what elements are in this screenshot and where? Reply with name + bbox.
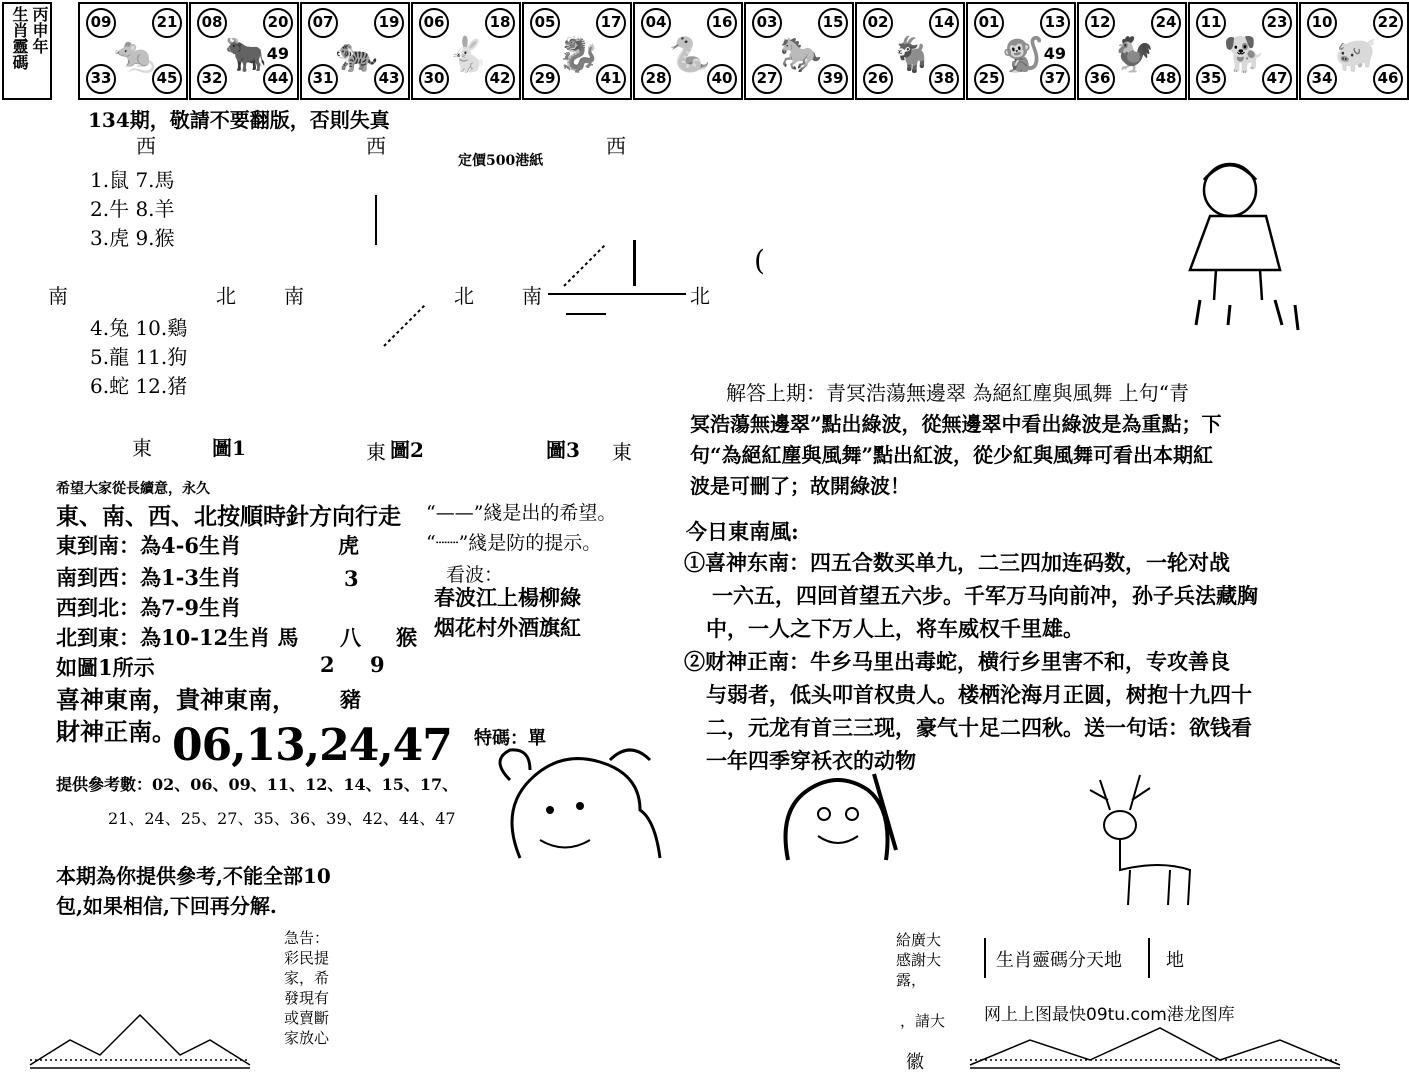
zodiac-number: 18 (485, 8, 515, 38)
dragon-icon: 🐉 (557, 35, 601, 75)
fig1-ref-extra2: 9 (370, 652, 385, 677)
zodiac-cell (744, 2, 854, 100)
south-west-text: 南到西：為1-3生肖 (56, 565, 241, 590)
zodiac-cell (300, 2, 410, 100)
zodiac-number: 13 (1040, 8, 1070, 38)
zodiac-cell (1188, 2, 1298, 100)
god-text: 喜神東南，貴神東南， (56, 685, 296, 714)
zodiac-number: 08 (197, 8, 227, 38)
fig1-south: 南 (48, 284, 68, 308)
monkey-icon: 🐒 (1001, 35, 1045, 75)
list-item: 6.蛇 12.猪 (90, 374, 188, 398)
zodiac-number: 05 (530, 8, 560, 38)
zodiac-number: 33 (86, 64, 116, 94)
special-code: 特碼：單 (474, 728, 546, 749)
zodiac-number: 44 (263, 64, 293, 94)
pig-icon: 🐖 (1334, 35, 1378, 75)
fig2-south: 南 (284, 284, 304, 308)
notice-line: 露， (896, 971, 927, 989)
header-line: 134期，敬請不要翻版，否則失真 (88, 108, 390, 132)
zodiac-number: 39 (818, 64, 848, 94)
zodiac-number: 45 (152, 64, 182, 94)
zodiac-cell (1077, 2, 1187, 100)
zodiac-number: 09 (86, 8, 116, 38)
answer-line: 句“為絕紅塵與風舞”點出紅波，從少紅與風舞可看出本期紅 (690, 443, 1214, 467)
price-label: 定價500港紙 (458, 153, 544, 169)
fig2-label: 圖2 (390, 438, 424, 462)
dog-icon: 🐕 (1223, 35, 1267, 75)
today-line: 一年四季穿袄衣的动物 (706, 748, 916, 773)
zodiac-number: 04 (641, 8, 671, 38)
fig2-west: 西 (366, 134, 386, 158)
rooster-icon: 🐓 (1112, 35, 1156, 75)
fig2-north: 北 (454, 284, 474, 308)
legend-guard: “┈┈”綫是防的提示。 (426, 532, 602, 554)
notice-line: 家放心 (284, 1029, 330, 1047)
zodiac-number: 28 (641, 64, 671, 94)
answer-line: 冥浩蕩無邊翠”點出綠波，從無邊翠中看出綠波是為重點；下 (690, 412, 1222, 436)
list-item: 2.牛 8.羊 (90, 197, 175, 221)
fig2-east: 東 (366, 440, 386, 464)
zodiac-cell (1299, 2, 1409, 100)
wave-line2: 烟花村外酒旗紅 (434, 615, 581, 640)
fig2-vline (375, 195, 377, 245)
zodiac-number: 36 (1085, 64, 1115, 94)
goat-icon: 🐐 (890, 35, 934, 75)
today-title: 今日東南風: (686, 519, 799, 544)
today-block (684, 546, 1258, 777)
right-notice-4: ，請大 (900, 1012, 946, 1030)
notice-line: 發現有 (284, 989, 330, 1007)
answer-line: 解答上期：青冥浩蕩無邊翠 為絕紅塵與風舞 上句“青 (726, 381, 1189, 405)
list-item: 3.虎 9.猴 (90, 226, 175, 250)
west-north-text: 西到北：為7-9生肖 (56, 595, 241, 620)
list-item: 1.鼠 7.馬 (90, 168, 175, 192)
fig1-list-bottom (90, 314, 187, 401)
north-east-extra1: 八 (340, 625, 361, 650)
zodiac-number: 12 (1085, 8, 1115, 38)
notice-line: 給廣大 (896, 931, 942, 949)
today-line: 二，元龙有首三三现，豪气十足二四秋。送一句话：欲钱看 (706, 715, 1252, 740)
zodiac-number: 27 (752, 64, 782, 94)
zodiac-extra-number: 49 (266, 44, 289, 63)
zodiac-cell (522, 2, 632, 100)
zodiac-number: 25 (974, 64, 1004, 94)
side-label-col2: 丙申年 (30, 6, 49, 54)
answer-block (690, 378, 1222, 502)
list-item: 5.龍 11.狗 (90, 345, 188, 369)
wealth-text: 財神正南。 (56, 717, 176, 746)
notice-line: 家，希 (284, 969, 330, 987)
fig1-west: 西 (136, 134, 156, 158)
notice-line: 或賣斷 (284, 1009, 330, 1027)
zodiac-number: 07 (308, 8, 338, 38)
zigzag-decoration-right (970, 1020, 1350, 1070)
fig1-ref-extra1: 2 (320, 652, 335, 677)
notice-line: 感謝大 (896, 951, 942, 969)
zodiac-number: 17 (596, 8, 626, 38)
zodiac-number: 11 (1196, 8, 1226, 38)
fig3-west: 西 (606, 134, 626, 158)
direction-text: 東、南、西、北按順時針方向行走 (56, 503, 401, 530)
deer-illustration (1070, 770, 1220, 910)
bracket-mark: ( (754, 244, 765, 277)
side-label (2, 2, 52, 100)
today-line: 中，一人之下万人上，将车威权千里雄。 (706, 616, 1084, 641)
fig3-dashed-diagonal (560, 240, 610, 290)
right-notice (896, 930, 941, 990)
fig1-north: 北 (216, 284, 236, 308)
zodiac-number: 24 (1151, 8, 1181, 38)
ref-numbers-line1: 提供參考數：02、06、09、11、12、14、15、17、 (56, 775, 459, 794)
zodiac-number: 01 (974, 8, 1004, 38)
today-line: 与弱者，低头叩首权贵人。楼栖沦海月正圆，树抱十九四十 (706, 682, 1252, 707)
hope-text: 希望大家從長續意，永久 (56, 481, 210, 497)
east-south-extra: 虎 (338, 533, 359, 558)
box-border-left (984, 938, 986, 978)
monkey-king-illustration (778, 770, 898, 862)
featured-numbers: 06,13,24,47 (172, 720, 452, 771)
zodiac-number: 43 (374, 64, 404, 94)
fig3-label: 圖3 (546, 438, 580, 462)
zodiac-number: 21 (152, 8, 182, 38)
zodiac-number: 37 (1040, 64, 1070, 94)
tiger-icon: 🐅 (335, 35, 379, 75)
notice-line: 彩民提 (284, 949, 330, 967)
ox-icon: 🐂 (224, 35, 268, 75)
legend-hope: “——”綫是出的希望。 (426, 502, 617, 524)
zodiac-cell (633, 2, 743, 100)
fig3-north: 北 (690, 284, 710, 308)
site-watermark: 网上上图最快09tu.com港龙图库 (984, 1005, 1235, 1025)
zodiac-number: 02 (863, 8, 893, 38)
north-east-text: 北到東：為10-12生肖 馬 (56, 625, 299, 650)
box-suffix: 地 (1166, 950, 1184, 971)
gardener-illustration (1170, 150, 1320, 335)
box-border-right (1148, 938, 1150, 978)
zodiac-strip (0, 0, 1399, 104)
horse-icon: 🐎 (779, 35, 823, 75)
today-line: ②财神正南：牛乡马里出毒蛇，横行乡里害不和，专攻善良 (684, 649, 1230, 674)
list-item: 4.兔 10.鷄 (90, 316, 188, 340)
bottom-note-1: 本期為你提供參考,不能全部10 (56, 864, 331, 888)
today-line: ①喜神东南：四五合数买单九，二三四加连码数，一轮对战 (684, 550, 1230, 575)
fig3-vline (633, 240, 636, 286)
zodiac-number: 20 (263, 8, 293, 38)
zodiac-number: 23 (1262, 8, 1292, 38)
zodiac-cell (855, 2, 965, 100)
wave-title: 看波： (446, 564, 504, 586)
zodiac-number: 35 (1196, 64, 1226, 94)
fig2-dashed-diagonal (380, 300, 430, 350)
zodiac-number: 26 (863, 64, 893, 94)
zodiac-cell (966, 2, 1076, 100)
zodiac-number: 29 (530, 64, 560, 94)
zodiac-number: 16 (707, 8, 737, 38)
zodiac-number: 42 (485, 64, 515, 94)
zodiac-cell (78, 2, 188, 100)
fig3-hline (548, 293, 686, 295)
side-label-col1: 生肖靈碼 (10, 6, 29, 70)
wave-line1: 春波江上楊柳綠 (434, 585, 581, 610)
notice-line: 急告： (284, 929, 330, 947)
zodiac-number: 15 (818, 8, 848, 38)
box-title: 生肖靈碼分天地 (996, 950, 1122, 971)
right-notice-5: 徽 (906, 1052, 924, 1073)
fig3-east: 東 (612, 440, 632, 464)
zodiac-number: 47 (1262, 64, 1292, 94)
fig3-south: 南 (522, 284, 542, 308)
fig1-ref-text: 如圖1所示 (56, 655, 155, 680)
today-line: 一六五，四回首望五六步。千军万马向前冲，孙子兵法藏胸 (712, 583, 1258, 608)
zodiac-number: 40 (707, 64, 737, 94)
zodiac-number: 46 (1373, 64, 1403, 94)
snake-icon: 🐍 (668, 35, 712, 75)
zodiac-number: 48 (1151, 64, 1181, 94)
zodiac-extra-number: 49 (1043, 44, 1066, 63)
north-east-extra2: 猴 (396, 625, 417, 650)
god-extra: 豬 (340, 687, 361, 712)
answer-line: 波是可刪了；故開綠波！ (690, 474, 910, 498)
zodiac-number: 06 (419, 8, 449, 38)
fig1-east: 東 (132, 436, 152, 460)
zodiac-number: 31 (308, 64, 338, 94)
zodiac-number: 41 (596, 64, 626, 94)
zodiac-number: 22 (1373, 8, 1403, 38)
bottom-note-2: 包,如果相信,下回再分解. (56, 894, 277, 918)
south-west-extra: 3 (344, 566, 359, 591)
urgent-notice (284, 928, 329, 1048)
rabbit-icon: 🐇 (446, 35, 490, 75)
zodiac-number: 34 (1307, 64, 1337, 94)
fig3-hline-short (566, 313, 606, 315)
zodiac-number: 10 (1307, 8, 1337, 38)
zodiac-number: 19 (374, 8, 404, 38)
rat-icon: 🐀 (113, 35, 157, 75)
east-south-text: 東到南：為4-6生肖 (56, 533, 241, 558)
zodiac-number: 14 (929, 8, 959, 38)
zodiac-number: 03 (752, 8, 782, 38)
fig1-list-top (90, 166, 175, 253)
fig1-label: 圖1 (212, 436, 246, 460)
zodiac-cell (411, 2, 521, 100)
ref-numbers-line2: 21、24、25、27、35、36、39、42、44、47 (108, 809, 456, 828)
zodiac-number: 32 (197, 64, 227, 94)
zodiac-cell (189, 2, 299, 100)
ram-illustration (480, 740, 680, 860)
zodiac-number: 30 (419, 64, 449, 94)
zodiac-number: 38 (929, 64, 959, 94)
zigzag-decoration-left (30, 1010, 260, 1070)
